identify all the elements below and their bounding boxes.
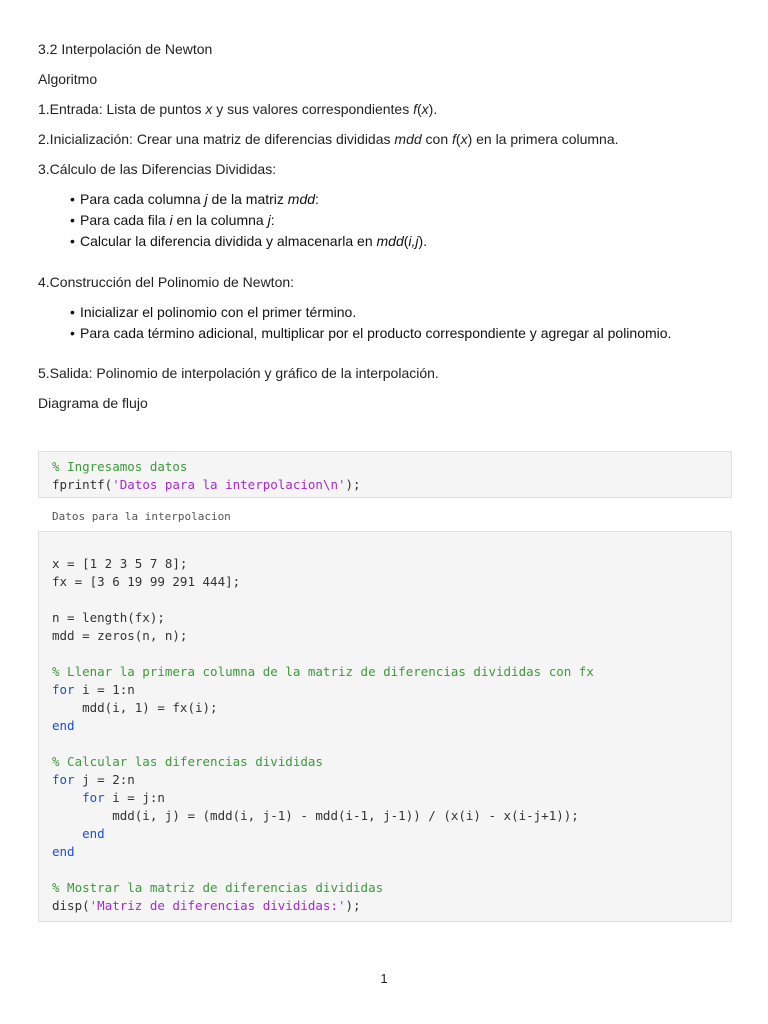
step-5: 5.Salida: Polinomio de interpolación y gráfico de la interpolación. (38, 365, 439, 381)
code-line: % Ingresamos datos (52, 459, 188, 474)
code-line: % Llenar la primera columna de la matriz de diferencias divididas con fx (52, 664, 594, 679)
step-1: 1.Entrada: Lista de puntos x y sus valores correspondientes f(x). (38, 101, 438, 117)
code-line: % Mostrar la matriz de diferencias divididas (52, 880, 384, 895)
code-line: n = length(fx); (52, 610, 165, 625)
code-output: Datos para la interpolacion (52, 510, 231, 523)
code-line: mdd(i, j) = (mdd(i, j-1) - mdd(i-1, j-1)) / (x(i) - x(i-j+1)); (52, 808, 579, 823)
code-line: disp('Matriz de diferencias divididas:'); (52, 898, 361, 913)
code-line: for j = 2:n (52, 772, 135, 787)
list-item: • Para cada columna j de la matriz mdd: (80, 190, 319, 208)
code-line: mdd = zeros(n, n); (52, 628, 188, 643)
code-line: % Calcular las diferencias divididas (52, 754, 323, 769)
algoritmo-label: Algoritmo (38, 71, 98, 87)
section-heading: 3.2 Interpolación de Newton (38, 41, 213, 57)
code-line: end (52, 826, 105, 841)
list-item: • Para cada término adicional, multiplicar por el producto correspondiente y agregar al polinomio. (80, 324, 671, 342)
code-line: for i = 1:n (52, 682, 135, 697)
step-2: 2.Inicialización: Crear una matriz de diferencias divididas mdd con f(x) en la primera columna. (38, 131, 619, 147)
list-item: • Para cada fila i en la columna j: (80, 211, 275, 229)
code-line: end (52, 718, 75, 733)
code-line: mdd(i, 1) = fx(i); (52, 700, 218, 715)
step-4: 4.Construcción del Polinomio de Newton: (38, 274, 295, 290)
diagrama-label: Diagrama de flujo (38, 395, 148, 411)
step-3: 3.Cálculo de las Diferencias Divididas: (38, 161, 277, 177)
list-item: • Inicializar el polinomio con el primer término. (80, 303, 356, 321)
code-line: for i = j:n (52, 790, 165, 805)
list-item: • Calcular la diferencia dividida y almacenarla en mdd(i,j). (80, 232, 427, 250)
page-number: 1 (380, 971, 388, 986)
code-line: fprintf('Datos para la interpolacion\n'); (52, 477, 361, 492)
code-line: x = [1 2 3 5 7 8]; (52, 556, 188, 571)
code-line: fx = [3 6 19 99 291 444]; (52, 574, 241, 589)
code-line: end (52, 844, 75, 859)
